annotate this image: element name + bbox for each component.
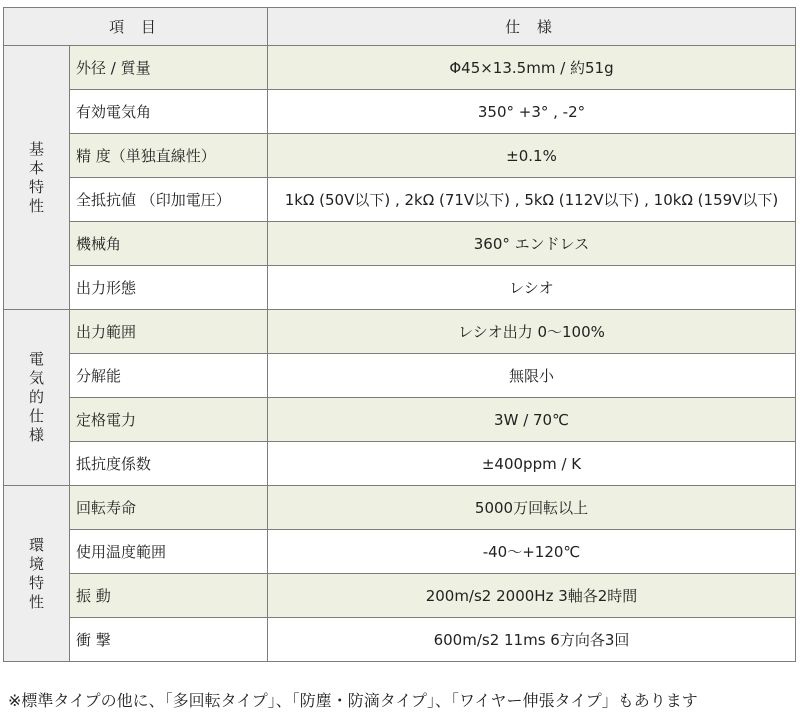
- group-label-basic: 基本特性: [4, 46, 70, 310]
- spec-value: ±0.1%: [268, 134, 796, 178]
- spec-value: 5000万回転以上: [268, 486, 796, 530]
- item-label: 機械角: [70, 222, 268, 266]
- footnote: ※標準タイプの他に、「多回転タイプ」、「防塵・防滴タイプ」、「ワイヤー伸張タイプ」もあります: [8, 691, 698, 710]
- table-row: [4, 442, 796, 486]
- group-label-electrical: 電気的仕様: [4, 310, 70, 486]
- header-row: [4, 8, 796, 46]
- spec-value: 1kΩ (50V以下) , 2kΩ (71V以下) , 5kΩ (112V以下) , 10kΩ (159V以下): [268, 178, 796, 222]
- spec-value: -40～+120℃: [268, 530, 796, 574]
- table-row: [4, 222, 796, 266]
- table-row: [4, 398, 796, 442]
- item-label: 出力形態: [70, 266, 268, 310]
- table-row: [4, 266, 796, 310]
- item-label: 外径 / 質量: [70, 46, 268, 90]
- spec-table: [3, 7, 796, 662]
- header-spec: 仕 様: [268, 8, 796, 46]
- item-label: 定格電力: [70, 398, 268, 442]
- spec-value: 200m/s2 2000Hz 3軸各2時間: [268, 574, 796, 618]
- spec-value: レシオ出力 0～100%: [268, 310, 796, 354]
- group-label-environment: 環境特性: [4, 486, 70, 662]
- table-row: [4, 134, 796, 178]
- spec-value: ±400ppm / K: [268, 442, 796, 486]
- item-label: 有効電気角: [70, 90, 268, 134]
- item-label: 分解能: [70, 354, 268, 398]
- table-row: [4, 486, 796, 530]
- item-label: 衝 撃: [70, 618, 268, 662]
- spec-value: 360° エンドレス: [268, 222, 796, 266]
- table-row: [4, 530, 796, 574]
- item-label: 回転寿命: [70, 486, 268, 530]
- item-label: 出力範囲: [70, 310, 268, 354]
- table-row: [4, 354, 796, 398]
- table-row: [4, 46, 796, 90]
- item-label: 抵抗度係数: [70, 442, 268, 486]
- table-row: [4, 618, 796, 662]
- table-row: [4, 90, 796, 134]
- spec-value: 3W / 70℃: [268, 398, 796, 442]
- table-row: [4, 310, 796, 354]
- spec-value: 無限小: [268, 354, 796, 398]
- item-label: 使用温度範囲: [70, 530, 268, 574]
- spec-value: 350° +3° , -2°: [268, 90, 796, 134]
- spec-value: レシオ: [268, 266, 796, 310]
- item-label: 振 動: [70, 574, 268, 618]
- spec-value: Φ45×13.5mm / 約51g: [268, 46, 796, 90]
- table-row: [4, 574, 796, 618]
- spec-value: 600m/s2 11ms 6方向各3回: [268, 618, 796, 662]
- table-row: [4, 178, 796, 222]
- item-label: 精 度（単独直線性）: [70, 134, 268, 178]
- item-label: 全抵抗値 （印加電圧）: [70, 178, 268, 222]
- header-item: 項 目: [4, 8, 268, 46]
